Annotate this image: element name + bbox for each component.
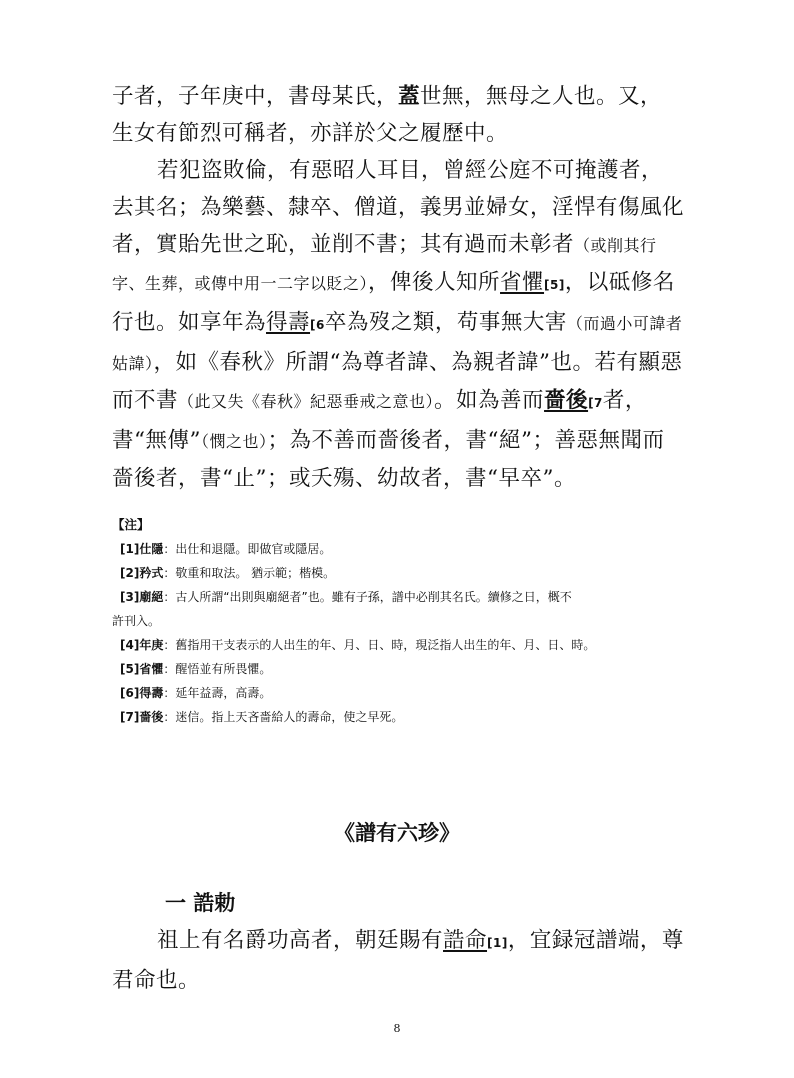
footnote-ref: [1] bbox=[487, 936, 508, 950]
note-item bbox=[112, 633, 687, 657]
note-text: ：敬重和取法。 猶示範；楷模。 bbox=[163, 566, 336, 580]
note-text: 許刊入。 bbox=[112, 614, 161, 628]
note-item-continuation bbox=[112, 609, 687, 633]
note-item bbox=[112, 681, 687, 705]
notes-heading: 【注】 bbox=[112, 517, 150, 532]
note-term: 矜式 bbox=[139, 566, 164, 580]
note-text: ：延年益壽，高壽。 bbox=[163, 686, 272, 700]
note-text: ：古人所謂“出則與廟絕者”也。雖有子孫，譜中必削其名氏。續修之日，概不 bbox=[163, 590, 572, 604]
underlined-term: 誥命 bbox=[443, 928, 488, 953]
note-text: ：迷信。指上天吝嗇給人的壽命，使之早死。 bbox=[163, 710, 404, 724]
note-number: [7] bbox=[120, 710, 140, 724]
note-number: [4] bbox=[120, 638, 140, 652]
note-text: ：出仕和退隱。即做官或隱居。 bbox=[163, 542, 332, 556]
inline-annotation: （而過小可諱者姑諱） bbox=[112, 314, 683, 373]
footnote-ref: [7 bbox=[588, 396, 603, 410]
text-run: 卒為歿之類，苟事無大害 bbox=[324, 310, 567, 335]
note-item bbox=[112, 537, 687, 561]
footnote-ref: [5] bbox=[544, 278, 565, 292]
note-term: 廟絕 bbox=[139, 590, 164, 604]
text-run: ，俾後人知所 bbox=[368, 270, 501, 295]
page-number: 8 bbox=[393, 1022, 401, 1035]
underlined-term: 嗇後 bbox=[544, 388, 589, 413]
note-item bbox=[112, 561, 687, 585]
note-text: ：舊指用干支表示的人出生的年、月、日、時，現泛指人出生的年、月、日、時。 bbox=[163, 638, 596, 652]
bold-char: 蓋 bbox=[398, 84, 421, 109]
main-body-text bbox=[112, 78, 684, 497]
text-run: 若犯盗敗倫，有惡昭人耳目，曾經公庭不可掩護者，去其名；為樂藝、隸卒、僧道，義男並婦女，淫悍有傷風化者，實貽先世之恥，並削不書；其有過而未彰者 bbox=[112, 158, 685, 257]
note-term: 仕隱 bbox=[139, 542, 164, 556]
text-run: 世無，無母之人也。又，生女有節烈可稱者，亦詳於父之履歷中。 bbox=[112, 84, 663, 146]
text-run: ；為不善而嗇後者，書“絕”；善惡無聞而嗇後者，書“止”；或夭殤、幼故者，書“早卒”。 bbox=[112, 428, 665, 491]
note-number: [1] bbox=[120, 542, 140, 556]
section-title: 《譜有六珍》 bbox=[334, 821, 460, 845]
paragraph-3 bbox=[112, 922, 684, 999]
paragraph-1 bbox=[112, 78, 684, 152]
inline-annotation: （或削其行字、生葬，或傳中用一二字以貶之） bbox=[112, 236, 657, 293]
note-item bbox=[112, 657, 687, 681]
note-number: [5] bbox=[120, 662, 140, 676]
text-run: 。如為善而 bbox=[434, 388, 545, 413]
note-number: [6] bbox=[120, 686, 140, 700]
section-body-text bbox=[112, 922, 684, 999]
subsection-title: 一 誥勅 bbox=[165, 891, 236, 915]
note-number: [2] bbox=[120, 566, 140, 580]
note-term: 嗇後 bbox=[139, 710, 164, 724]
inline-annotation: （憫之也） bbox=[200, 432, 268, 451]
inline-annotation: （此又失《春秋》紀惡垂戒之意也） bbox=[178, 392, 435, 411]
underlined-term: 得壽 bbox=[266, 310, 311, 335]
text-run: ，如《春秋》所謂“為尊者諱、為親者諱”也。若有顯惡而不書 bbox=[112, 350, 683, 413]
text-run: 者，書“無傳” bbox=[112, 388, 647, 453]
note-term: 省懼 bbox=[139, 662, 164, 676]
footnote-ref: [6 bbox=[310, 318, 325, 332]
note-item bbox=[112, 585, 687, 609]
text-run: ，宜録冠譜端，尊君命也。 bbox=[112, 928, 684, 993]
note-number: [3] bbox=[120, 590, 140, 604]
footnotes bbox=[112, 513, 687, 729]
note-term: 年庚 bbox=[139, 638, 164, 652]
text-run: ，以砥修名行也。如享年為 bbox=[112, 270, 675, 335]
underlined-term: 省懼 bbox=[500, 270, 545, 295]
note-item bbox=[112, 705, 687, 729]
text-run: 子者，子年庚中，書母某氏， bbox=[112, 84, 399, 109]
paragraph-2 bbox=[112, 152, 684, 497]
text-run: 祖上有名爵功高者，朝廷賜有 bbox=[157, 928, 444, 953]
note-text: ：醒悟並有所畏懼。 bbox=[163, 662, 272, 676]
note-term: 得壽 bbox=[139, 686, 164, 700]
